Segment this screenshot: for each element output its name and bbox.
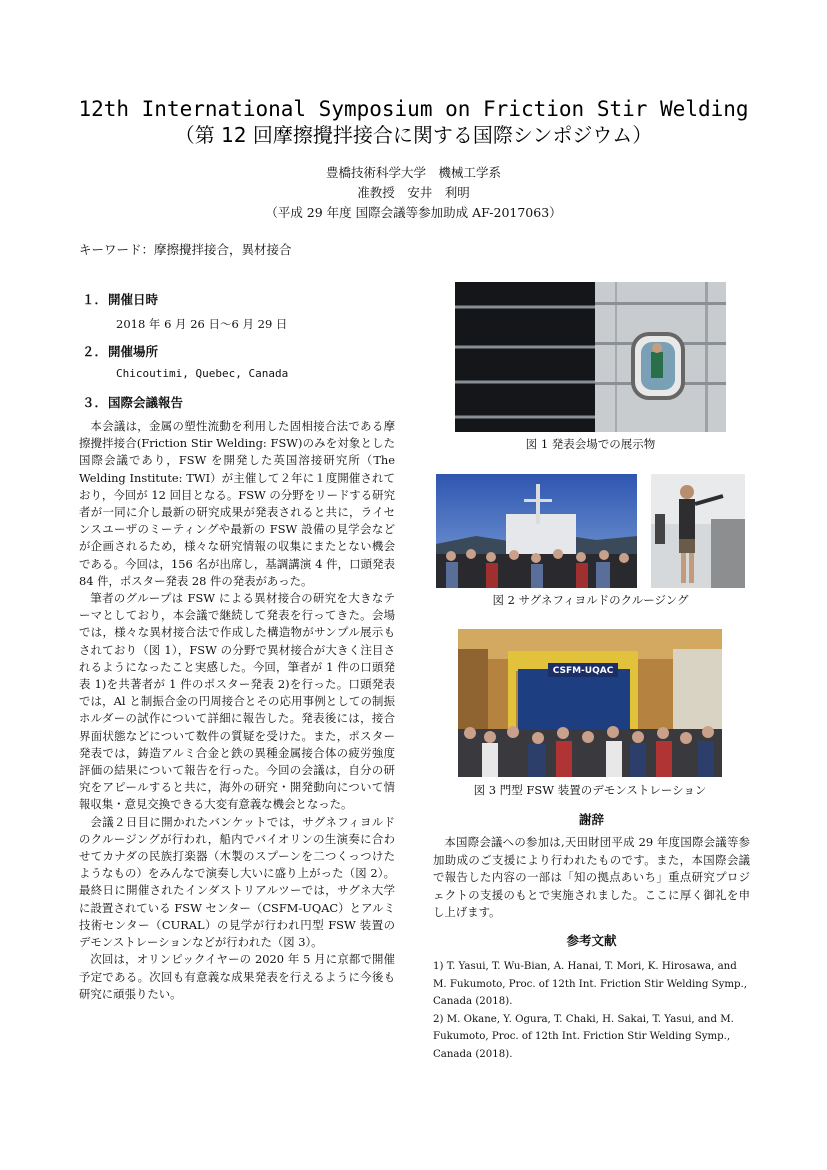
author-name: 准教授 安井 利明: [357, 185, 470, 200]
report-paragraph-2: 筆者のグループは FSW による異材接合の研究を大きなテーマとしており，本会議で継続して発表を行ってきた。会場では，様々な異材接合法で作成した構造物がサンプル展示もされており（図 1），FSW の分野で異材接合が大きく注目されるようになったこと実感した。今回，筆者が 1 件の口頭発表 1)を共著者が 1 件のポスター発表 2)を行った。口頭発表では，Al と制振合金の円周接合とその応用事例としての制振ホルダーの試作について詳細に報告した。発表後には，接合界面状態などについて数件の質疑を受けた。また，ポスター発表では，鋳造アルミ合金と鉄の異種金属接合体の疲労強度評価の結果について報告を行った。今回の会議は，自分の研究をアピールすると共に，海外の研究・開発動向について情報収集・意見交換できる大変有意義な機会となった。: [79, 591, 395, 812]
section-2-heading: ２．開催場所: [82, 344, 159, 359]
title-japanese: （第 12 回摩擦攪拌接合に関する国際シンポジウム）: [174, 123, 653, 147]
fsw-machine-photo-illustration: [458, 629, 722, 777]
page-title: [40, 96, 787, 148]
figure-3-photo: [458, 629, 722, 777]
section-1-heading: １．開催日時: [82, 292, 159, 307]
figure-2a-photo: [436, 474, 637, 588]
author-block: [120, 163, 707, 223]
figure-2-caption: 図 2 サグネフィヨルドのクルージング: [492, 593, 689, 607]
figure-2b-photo: [651, 474, 745, 588]
figure-1-photo: [455, 282, 726, 432]
figure-3-caption: 図 3 門型 FSW 装置のデモンストレーション: [473, 783, 707, 797]
cruise-photo-illustration: [436, 474, 637, 588]
machine-sign: CSFM-UQAC: [552, 666, 614, 676]
acknowledgment-paragraph: 本国際会議への参加は,天田財団平成 29 年度国際会議等参加助成のご支援により行われたものです。また，本国際会議で報告した内容の一部は「知の拠点あいち」重点研究プロジェクトの支援のもとで実施されました。ここに厚く御礼を申し上げます。: [433, 835, 750, 919]
references-heading: 参考文献: [566, 933, 617, 948]
acknowledgment-text: [433, 834, 750, 922]
reference-2: 2) M. Okane, Y. Ogura, T. Chaki, H. Sakai, T. Yasui, and M. Fukumoto, Proc. of 12th Int. Friction Stir Welding Symp., Canada (2018).: [433, 1013, 734, 1060]
grant-info: （平成 29 年度 国際会議等参加助成 AF-2017063）: [265, 205, 562, 220]
report-body: [79, 418, 395, 1003]
reference-1: 1) T. Yasui, T. Wu-Bian, A. Hanai, T. Mori, K. Hirosawa, and M. Fukumoto, Proc. of 12th Int. Friction Stir Welding Symp., Canada (2018).: [433, 961, 748, 1007]
event-venue: Chicoutimi, Quebec, Canada: [116, 367, 289, 380]
keywords: キーワード：摩擦攪拌接合，異材接合: [79, 242, 292, 257]
event-date: 2018 年 6 月 26 日〜6 月 29 日: [116, 317, 288, 331]
musician-photo-illustration: [651, 474, 745, 588]
report-paragraph-1: 本会議は，金属の塑性流動を利用した固相接合法である摩擦攪拌接合(Friction Stir Welding: FSW)のみを対象とした国際会議であり，FSW を開発した英国溶接研究所（The Welding Institute: TWI）が主催して２年に１度開催されており，今回が 12 回目となる。FSW の分野をリードする研究者が一同に介し最新の研究成果が発表されると共に，ライセンスユーザのミーティングや最新の FSW 設備の見学会などが企画されるため，様々な研究情報の収集にまたとない機会である。今回は，156 名が出席し，基調講演 4 件，口頭発表 84 件，ポスター発表 28 件の発表があった。: [79, 419, 395, 588]
title-english: 12th International Symposium on Friction Stir Welding: [78, 97, 749, 121]
report-paragraph-3: 会議２日目に開かれたバンケットでは，サグネフィヨルドのクルージングが行われ，船内でバイオリンの生演奏に合わせてカナダの民族打楽器（木製のスプーンを二つくっつけたようなもの）をみんなで演奏し大いに盛り上がった（図 2）。最終日に開催されたインダストリアルツーでは，サグネ大学に設置されている FSW センター（CSFM-UQAC）とアルミ技術センター（CURAL）の見学が行われ円型 FSW 装置のデモンストレーションなどが行われた（図 3）。: [79, 814, 395, 950]
figure-1-caption: 図 1 発表会場での展示物: [525, 437, 656, 451]
references-list: [433, 958, 750, 1063]
exhibit-photo-illustration: [455, 282, 726, 432]
acknowledgment-heading: 謝辞: [578, 812, 604, 827]
section-3-heading: ３．国際会議報告: [82, 395, 184, 410]
report-paragraph-4: 次回は，オリンピックイヤーの 2020 年 5 月に京都で開催予定である。次回も有意義な成果発表を行えるように今後も研究に頑張りたい。: [79, 952, 395, 1001]
affiliation: 豊橋技術科学大学 機械工学系: [325, 165, 501, 180]
